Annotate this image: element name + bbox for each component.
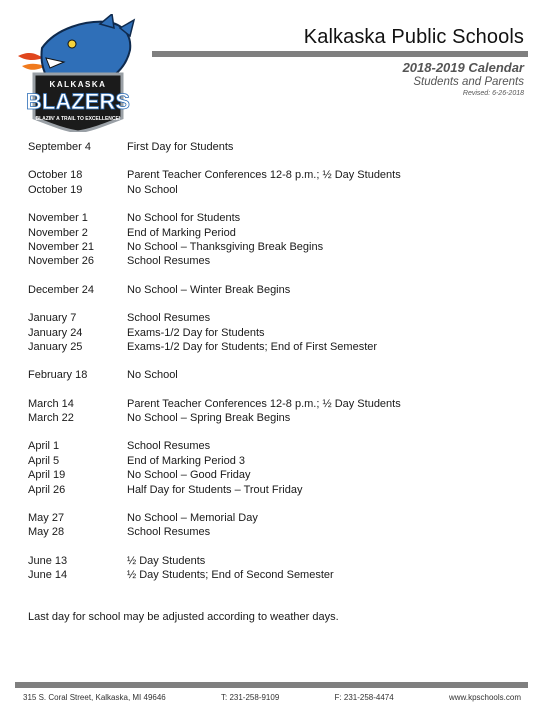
logo-top-text: KALKASKA [49,80,107,89]
event-gap [28,297,508,311]
event-row [28,340,508,354]
event-gap [28,540,508,554]
event-description: End of Marking Period 3 [127,454,246,467]
event-description: No School for Students [127,212,241,225]
event-description: School Resumes [127,255,211,268]
event-row [28,397,508,411]
footer-website: www.kpschools.com [448,693,521,702]
footer-fax: F: 231-258-4474 [334,693,394,702]
event-row [28,283,508,297]
event-date: November 26 [28,255,95,268]
footer [23,693,521,702]
event-description: No School [127,369,178,382]
event-row [28,168,508,182]
event-date: September 4 [28,141,91,153]
event-description: End of Marking Period [127,226,236,239]
event-date: June 14 [28,569,68,582]
event-row [28,411,508,425]
event-date: October 19 [28,183,83,196]
event-gap [28,154,508,168]
event-description: Parent Teacher Conferences 12-8 p.m.; ½ Day Students [127,169,401,182]
event-date: May 28 [28,526,65,539]
event-description: No School – Winter Break Begins [127,283,291,296]
event-description: No School [127,183,178,196]
event-row [28,183,508,197]
event-date: April 1 [28,440,60,453]
event-description: No School – Good Friday [127,469,251,482]
event-date: January 24 [28,326,83,339]
event-description: Exams-1/2 Day for Students; End of First Semester [127,340,378,353]
event-description: School Resumes [127,440,211,453]
footer-divider [15,682,528,688]
event-row [28,240,508,254]
event-row [28,525,508,539]
event-date: November 21 [28,240,95,253]
event-row [28,439,508,453]
event-row [28,368,508,382]
event-description: ½ Day Students [127,554,206,567]
event-date: April 26 [28,483,66,496]
event-date: April 5 [28,454,60,467]
logo-main-text: BLAZERS [26,89,130,114]
event-description: No School – Spring Break Begins [127,412,291,425]
event-description: No School – Memorial Day [127,512,258,525]
logo-slogan: BLAZIN' A TRAIL TO EXCELLENCE! [35,116,121,122]
event-row [28,483,508,497]
footer-address: 315 S. Coral Street, Kalkaska, MI 49646 [23,693,166,702]
event-row [28,211,508,225]
calendar-audience: Students and Parents [413,76,524,88]
event-gap [28,497,508,511]
event-row [28,454,508,468]
event-row [28,140,508,154]
event-list [28,140,508,583]
event-date: January 7 [28,312,77,325]
calendar-title: 2018-2019 Calendar [402,60,524,75]
event-row [28,326,508,340]
revised-date: Revised: 6-26-2018 [462,90,524,97]
event-date: March 22 [28,412,74,425]
event-description: School Resumes [127,312,211,325]
event-date: March 14 [28,397,74,410]
event-date: November 1 [28,212,88,225]
event-date: April 19 [28,469,66,482]
event-gap [28,269,508,283]
event-row [28,568,508,582]
event-gap [28,197,508,211]
event-date: October 18 [28,169,83,182]
header-divider [152,51,528,57]
event-date: November 2 [28,226,88,239]
blazers-logo [16,14,140,132]
event-description: Exams-1/2 Day for Students [127,326,265,339]
event-date: December 24 [28,283,95,296]
event-row [28,554,508,568]
event-date: June 13 [28,554,68,567]
event-description: Half Day for Students – Trout Friday [127,483,303,496]
event-description: First Day for Students [127,141,234,153]
event-description: School Resumes [127,526,211,539]
school-name: Kalkaska Public Schools [303,26,524,48]
event-date: May 27 [28,512,65,525]
event-row [28,311,508,325]
event-date: January 25 [28,340,83,353]
event-date: February 18 [28,369,88,382]
footer-phone: T: 231-258-9109 [221,693,280,702]
weather-note: Last day for school may be adjusted according to weather days. [28,611,339,623]
event-gap [28,425,508,439]
event-row [28,468,508,482]
event-description: ½ Day Students; End of Second Semester [127,569,334,582]
event-description: Parent Teacher Conferences 12-8 p.m.; ½ Day Students [127,397,401,410]
event-description: No School – Thanksgiving Break Begins [127,240,324,253]
dragon-logo-icon [16,14,140,132]
event-row [28,226,508,240]
event-gap [28,354,508,368]
event-row [28,511,508,525]
event-row [28,254,508,268]
event-gap [28,383,508,397]
